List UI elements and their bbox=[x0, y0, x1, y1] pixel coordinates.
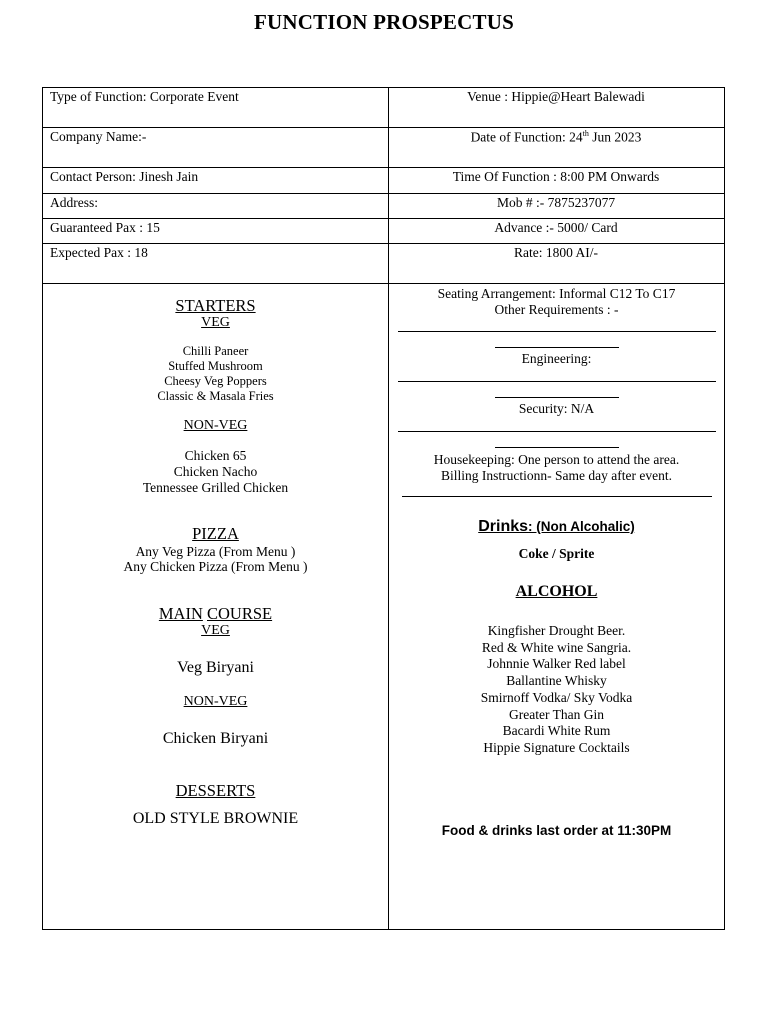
drinks-subheading: : (Non Alcohalic) bbox=[528, 519, 635, 534]
starters-heading: STARTERS bbox=[175, 296, 256, 315]
guaranteed-pax: Guaranteed Pax : 15 bbox=[50, 220, 160, 235]
date-text: Date of Function: 24 bbox=[470, 129, 583, 145]
drinks-word: Drinks bbox=[478, 518, 529, 535]
list-item: Chilli Paneer bbox=[182, 344, 249, 358]
main-veg-item: Veg Biryani bbox=[177, 659, 254, 676]
function-date bbox=[388, 128, 724, 167]
starters-nonveg-label: NON-VEG bbox=[183, 418, 248, 433]
page-title: FUNCTION PROSPECTUS bbox=[254, 10, 514, 34]
list-item: Classic & Masala Fries bbox=[157, 389, 274, 403]
divider-line-short bbox=[389, 347, 724, 348]
function-time: Time Of Function : 8:00 PM Onwards bbox=[452, 169, 660, 184]
prospectus-table bbox=[42, 87, 725, 930]
divider-line bbox=[389, 431, 724, 432]
pizza-heading: PIZZA bbox=[192, 524, 239, 543]
table-row bbox=[43, 219, 724, 244]
table-row bbox=[43, 244, 724, 284]
list-item: Ballantine Whisky bbox=[506, 673, 607, 689]
list-item: Bacardi White Rum bbox=[502, 723, 611, 739]
alcohol-heading: ALCOHOL bbox=[515, 583, 598, 600]
list-item: Tennessee Grilled Chicken bbox=[142, 480, 289, 495]
starters-nonveg-list bbox=[43, 448, 388, 496]
main-veg-label: VEG bbox=[201, 623, 230, 638]
list-item: Johnnie Walker Red label bbox=[487, 656, 626, 672]
table-row bbox=[43, 128, 724, 168]
table-row bbox=[43, 88, 724, 128]
desserts-item: OLD STYLE BROWNIE bbox=[132, 810, 299, 827]
advance: Advance :- 5000/ Card bbox=[494, 220, 618, 235]
list-item: Chicken Nacho bbox=[173, 464, 258, 479]
list-item: Chicken 65 bbox=[184, 448, 247, 463]
alcohol-list bbox=[389, 623, 724, 757]
seating-arrangement: Seating Arrangement: Informal C12 To C17 bbox=[437, 286, 676, 301]
last-order-note: Food & drinks last order at 11:30PM bbox=[441, 823, 672, 838]
starters-veg-list bbox=[43, 344, 388, 404]
non-alcoholic-drinks: Coke / Sprite bbox=[518, 546, 595, 561]
main-nonveg-label: NON-VEG bbox=[183, 694, 248, 709]
mobile-number: Mob # :- 7875237077 bbox=[496, 195, 616, 210]
address: Address: bbox=[50, 195, 98, 210]
engineering: Engineering: bbox=[521, 351, 592, 366]
divider-line bbox=[389, 331, 724, 332]
date-month-year: Jun 2023 bbox=[588, 129, 642, 145]
venue: Venue : Hippie@Heart Balewadi bbox=[467, 89, 645, 104]
divider-line bbox=[389, 381, 724, 382]
pizza-list bbox=[43, 544, 388, 574]
table-row bbox=[43, 194, 724, 219]
desserts-heading: DESSERTS bbox=[175, 781, 256, 800]
list-item: Any Veg Pizza (From Menu ) bbox=[135, 544, 296, 559]
billing-instructions: Billing Instructionn- Same day after event. bbox=[441, 468, 672, 483]
contact-person: Contact Person: Jinesh Jain bbox=[50, 169, 199, 184]
company-name: Company Name:- bbox=[50, 129, 147, 144]
course-word: COURSE bbox=[207, 604, 273, 623]
main-nonveg-item: Chicken Biryani bbox=[162, 730, 269, 747]
security: Security: N/A bbox=[518, 401, 595, 416]
list-item: Hippie Signature Cocktails bbox=[483, 739, 630, 755]
expected-pax: Expected Pax : 18 bbox=[50, 245, 148, 260]
list-item: Smirnoff Vodka/ Sky Vodka bbox=[480, 689, 633, 705]
divider-line-short bbox=[389, 447, 724, 448]
date-suffix: th bbox=[582, 129, 589, 138]
main-course-heading bbox=[43, 604, 388, 624]
housekeeping: Housekeeping: One person to attend the area. bbox=[433, 452, 680, 467]
rate: Rate: 1800 AI/- bbox=[514, 245, 598, 260]
function-type: Type of Function: Corporate Event bbox=[50, 89, 239, 104]
table-row bbox=[43, 168, 724, 194]
list-item: Stuffed Mushroom bbox=[168, 359, 263, 373]
main-word: MAIN bbox=[158, 604, 203, 623]
list-item: Any Chicken Pizza (From Menu ) bbox=[123, 559, 308, 574]
drinks-heading bbox=[389, 518, 724, 536]
divider-line-short bbox=[389, 397, 724, 398]
requirements-section bbox=[389, 284, 724, 929]
list-item: Red & White wine Sangria. bbox=[481, 639, 632, 655]
list-item: Kingfisher Drought Beer. bbox=[487, 623, 626, 638]
list-item: Greater Than Gin bbox=[509, 706, 604, 722]
starters-veg-label: VEG bbox=[201, 315, 230, 330]
list-item: Cheesy Veg Poppers bbox=[164, 374, 267, 388]
other-requirements: Other Requirements : - bbox=[494, 302, 619, 317]
menu-section bbox=[43, 284, 388, 929]
divider-line bbox=[389, 496, 724, 497]
